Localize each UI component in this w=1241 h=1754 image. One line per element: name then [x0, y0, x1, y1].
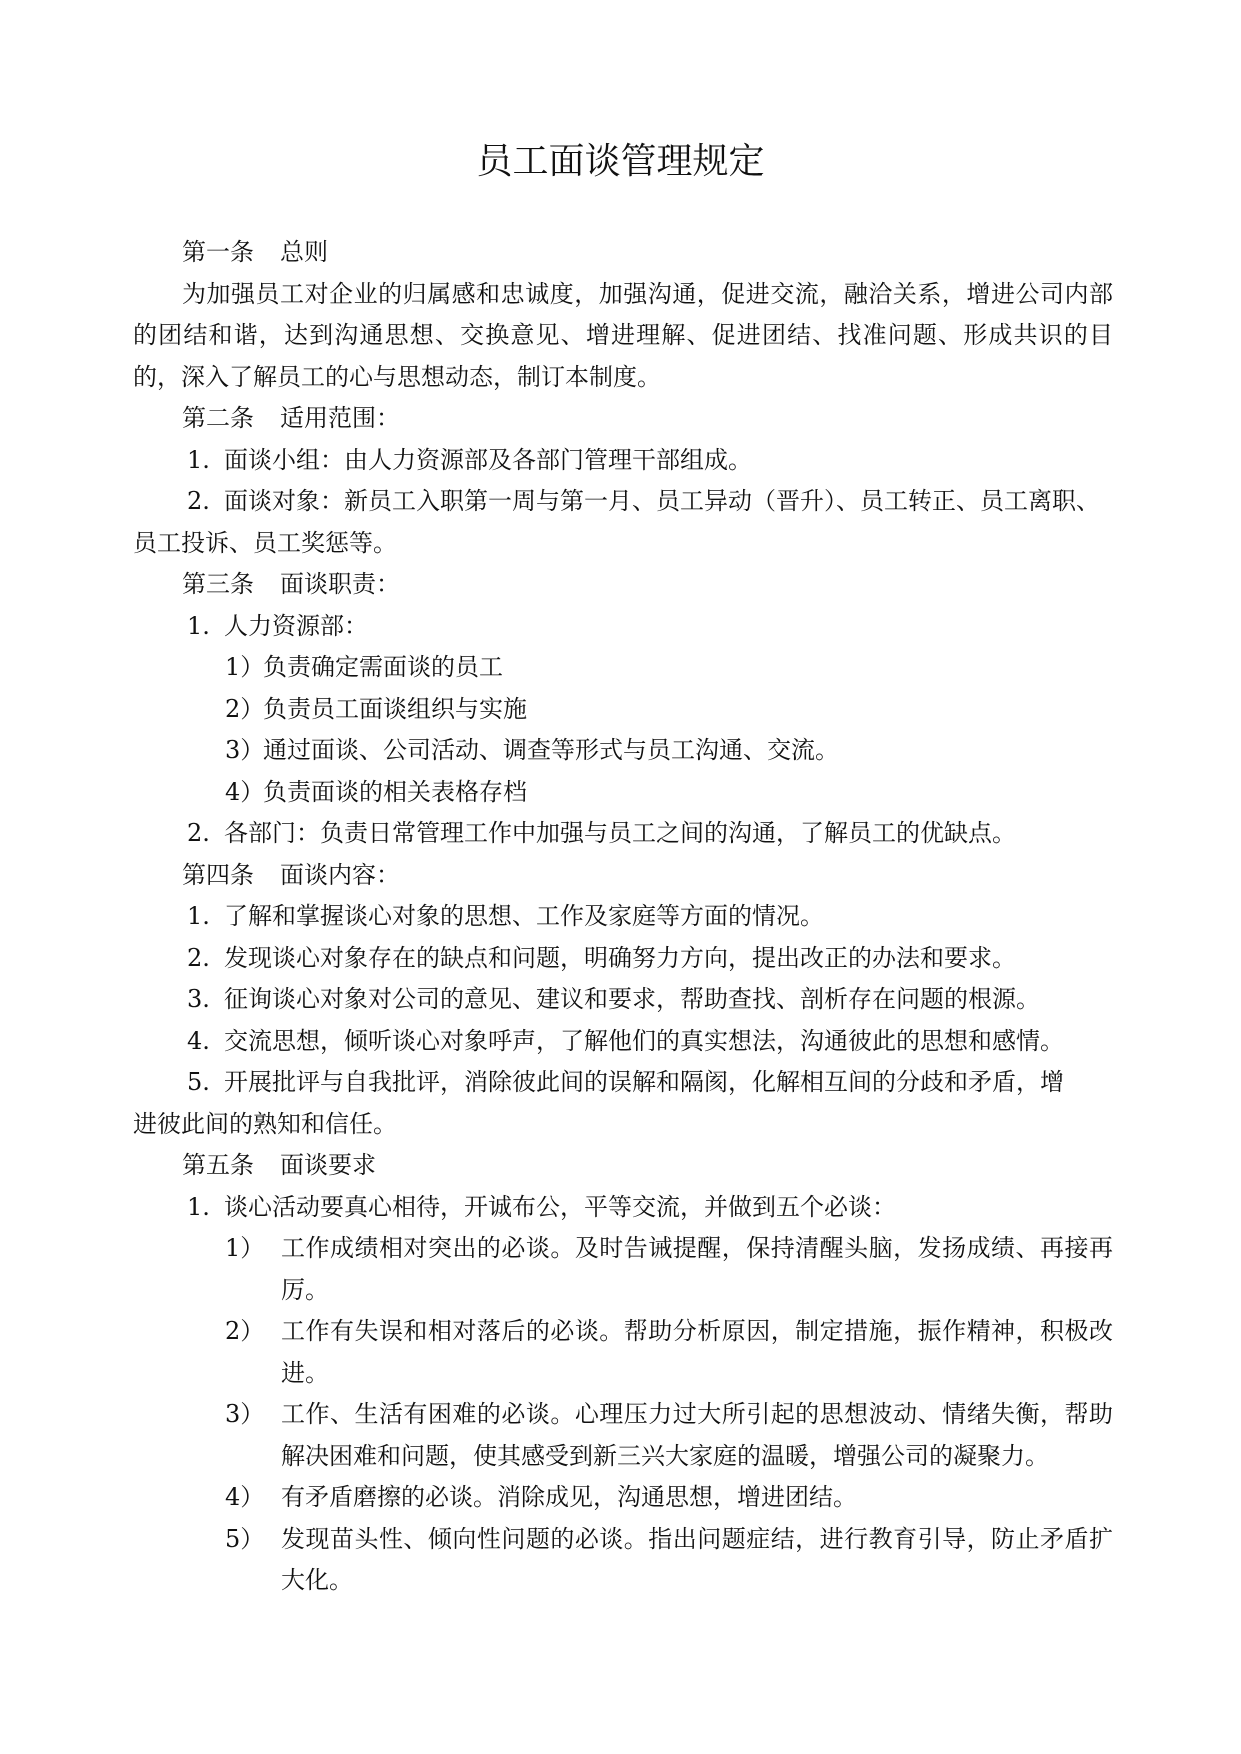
sub-item-text: 工作成绩相对突出的必谈。及时告诫提醒，保持清醒头脑，发扬成绩、再接再厉。 [281, 1234, 1113, 1304]
list-item [133, 813, 1113, 855]
list-item [133, 1187, 1113, 1229]
sub-item-number: 1） [225, 1234, 265, 1262]
item-text: 征询谈心对象对公司的意见、建议和要求，帮助查找、剖析存在问题的根源。 [224, 985, 1040, 1013]
sub-item [133, 1228, 1113, 1311]
article-5-heading [133, 1145, 1113, 1187]
article-name: 面谈要求 [280, 1151, 376, 1179]
article-3-heading [133, 564, 1113, 606]
item-number: 1. [187, 1192, 210, 1221]
sub-item [133, 689, 1113, 731]
list-item-continuation: 员工投诉、员工奖惩等。 [133, 528, 397, 557]
sub-item-number: 2） [225, 1317, 265, 1345]
article-4-heading [133, 855, 1113, 897]
item-number: 2. [187, 943, 210, 972]
sub-item [133, 1477, 1113, 1519]
list-item [133, 606, 1113, 648]
item-number: 1. [187, 611, 210, 640]
article-1-paragraph: 为加强员工对企业的归属感和忠诚度，加强沟通，促进交流，融洽关系，增进公司内部的团结和谐，达到沟通思想、交换意见、增进理解、促进团结、找准问题、形成共识的目的，深入了解员工的心与思想动态，制订本制度。 [133, 279, 1113, 391]
sub-item-text: 负责员工面谈组织与实施 [263, 694, 527, 723]
item-number: 3. [187, 985, 210, 1013]
item-number: 4. [187, 1026, 210, 1055]
sub-item [133, 1394, 1113, 1477]
article-label: 第二条 [182, 404, 254, 432]
list-item [133, 938, 1113, 980]
document-title: 员工面谈管理规定 [476, 141, 765, 182]
sub-item-number: 4） [225, 777, 265, 806]
sub-item-text: 发现苗头性、倾向性问题的必谈。指出问题症结，进行教育引导，防止矛盾扩大化。 [281, 1524, 1113, 1594]
item-text: 交流思想，倾听谈心对象呼声，了解他们的真实想法，沟通彼此的思想和感情。 [224, 1026, 1064, 1055]
sub-item [133, 730, 1113, 772]
list-item [133, 896, 1113, 938]
item-number: 2. [187, 487, 210, 515]
list-item [133, 1021, 1113, 1063]
sub-item [133, 1311, 1113, 1394]
item-text: 面谈小组：由人力资源部及各部门管理干部组成。 [224, 445, 752, 474]
article-label: 第五条 [182, 1151, 254, 1179]
list-item-continuation: 进彼此间的熟知和信任。 [133, 1109, 397, 1138]
item-text: 面谈对象：新员工入职第一周与第一月、员工异动（晋升）、员工转正、员工离职、 [224, 487, 1100, 515]
sub-item-text: 有矛盾磨擦的必谈。消除成见，沟通思想，增进团结。 [281, 1483, 857, 1511]
list-item [133, 979, 1113, 1021]
item-text: 开展批评与自我批评，消除彼此间的误解和隔阂，化解相互间的分歧和矛盾，增 [224, 1068, 1064, 1096]
article-1-heading [133, 232, 1113, 274]
list-item [133, 1062, 1113, 1104]
sub-item-number: 4） [225, 1483, 265, 1511]
sub-item-text: 通过面谈、公司活动、调查等形式与员工沟通、交流。 [263, 736, 839, 764]
article-name: 面谈职责： [280, 570, 400, 598]
sub-item [133, 1519, 1113, 1602]
list-item [133, 481, 1113, 523]
sub-item-number: 3） [225, 736, 265, 764]
article-label: 第四条 [182, 860, 254, 889]
sub-item-text: 工作有失误和相对落后的必谈。帮助分析原因，制定措施，振作精神，积极改进。 [281, 1317, 1113, 1387]
sub-item-number: 3） [225, 1400, 265, 1428]
item-text: 发现谈心对象存在的缺点和问题，明确努力方向，提出改正的办法和要求。 [224, 943, 1016, 972]
article-2-heading [133, 398, 1113, 440]
item-number: 2. [187, 819, 210, 847]
document-body [133, 232, 1113, 1602]
sub-item-number: 5） [225, 1524, 265, 1553]
item-text: 人力资源部： [224, 611, 368, 640]
sub-item-number: 1） [225, 653, 265, 681]
item-number: 5. [187, 1068, 210, 1096]
sub-item-number: 2） [225, 694, 265, 723]
sub-item-text: 负责确定需面谈的员工 [263, 653, 503, 681]
sub-item-text: 工作、生活有困难的必谈。心理压力过大所引起的思想波动、情绪失衡，帮助解决困难和问题，使其感受到新三兴大家庭的温暖，增强公司的凝聚力。 [281, 1400, 1113, 1470]
item-text: 谈心活动要真心相待，开诚布公，平等交流，并做到五个必谈： [224, 1192, 896, 1221]
item-number: 1. [187, 902, 210, 930]
sub-item [133, 647, 1113, 689]
sub-item-text: 负责面谈的相关表格存档 [263, 777, 527, 806]
item-text: 了解和掌握谈心对象的思想、工作及家庭等方面的情况。 [224, 902, 824, 930]
article-name: 面谈内容： [280, 860, 400, 889]
item-number: 1. [187, 445, 210, 474]
item-text: 各部门：负责日常管理工作中加强与员工之间的沟通，了解员工的优缺点。 [224, 819, 1016, 847]
article-label: 第三条 [182, 570, 254, 598]
article-name: 适用范围： [280, 404, 400, 432]
list-item [133, 440, 1113, 482]
sub-item [133, 772, 1113, 814]
article-label: 第一条 [182, 238, 254, 266]
article-name: 总则 [280, 238, 328, 266]
